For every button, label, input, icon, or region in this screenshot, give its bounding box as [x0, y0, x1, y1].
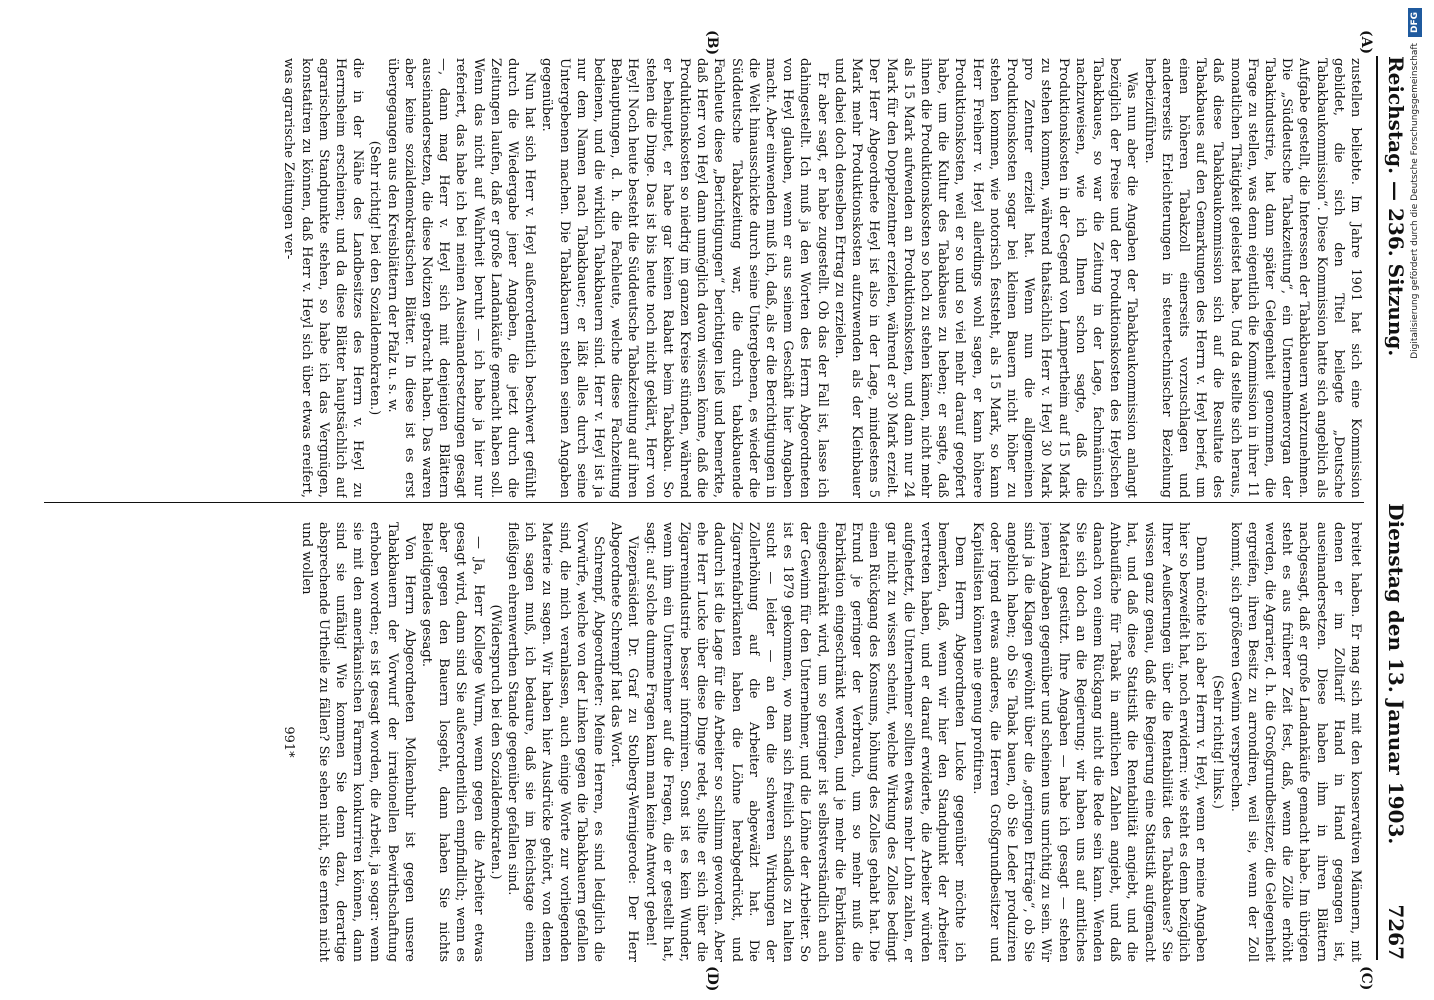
header-date: Dienstag den 13. Januar 1903. [1384, 503, 1408, 845]
margin-marker-a: (A) [1358, 30, 1374, 55]
paragraph: Dann möchte ich aber Herrn v. Heyl, wenn er meine Angaben hier so bezweifelt hat, noch erwidern: wie steht es denn bezüglich Ihrer Aeußerungen über die Rentabilität des Tabakbaues? Sie wissen ganz genau, daß die Regierung eine Statistik aufgemacht hat, und daß diese Statistik die Rentabilität angiebt, und die Anbaufläche für Tabak in amtlichen Zahlen angiebt, und daß danach von einem Rückgang nicht die Rede sein kann. Wenden Sie sich doch an die Regierung; wir haben uns auf amtliches Material gestützt. Ihre Angaben — habe ich gesagt — stehen jenen Angaben gegenüber und scheinen uns unrichtig zu sein. Wir sind ja die Klagen gewöhnt über die „geringen Erträge“, ob Sie angeblich haben; ob Sie Tabak bauen, ob Sie Leder produziren oder irgend etwas anderes, die Herren Großgrundbesitzer und Kapitalisten können nie genug profitiren. [969, 522, 1209, 962]
page-number: 7267 [1384, 904, 1408, 960]
paragraph: (Sehr richtig! bei den Sozialdemokraten.) [367, 140, 383, 416]
paragraph: die in der Nähe des Landbesitzes des Herrn v. Heyl zu Herrnsheim erscheinen; und da diese Blätter hauptsächlich auf agrarischem Standpunkte stehen, so habe ich das Vergnügen, konstatiren zu können, daß Herr v. Heyl sich über etwas ereifert, was agrarische Zeitungen ver- [281, 58, 366, 498]
paragraph: Von Herrn Abgeordneten Molkenbuhr ist gegen unsere Tabakbauern der Vorwurf der irrationellen Bewirthschaftung erhoben worden; es ist gesagt worden, die Arbeit, ja sogar: wenn sie mit den amerikanischen Farmern konkurriren können, dann sind sie unfähig! Wie kommen Sie denn dazu, derartige absprechende Urtheile zu fällen? Sie sehen nicht, Sie ernten nicht und wollen [298, 522, 417, 962]
margin-marker-d: (D) [704, 966, 720, 992]
paragraph: Vizepräsident Dr. Graf zu Stolberg-Wernigerode: Der Herr Abgeordnete Schrempf hat das Wort. [608, 522, 641, 962]
paragraph: zustellen beliebte. Im Jahre 1901 hat sich eine Kommission gebildet, die sich den Titel beilegte „Deutsche Tabakbaukommission“. Diese Kommission hatte sich angeblich als Aufgabe gestellt, die Interessen der Tabakbauern wahrzunehmen. Die „Süddeutsche Tabakzeitung“, ein Unternehmerorgan der Tabakindustrie, hat dann später Gelegenheit genommen, die Frage zu stellen, was denn eigentlich die Kommission in ihrer 11 monatlichen Thätigkeit geleistet habe. Und da stellte sich heraus, daß diese Tabakbaukommission sich auf die Resultate des Tabakbaues auf den Gemarkungen des Herrn v. Heyl berief, um einen höheren Tabakzoll einerseits vorzuschlagen und andererseits Erleichterungen in steuertechnischer Beziehung herbeizuführen. [1141, 58, 1363, 498]
paragraph: breitet haben. Er mag sich mit den konservativen Männern, mit denen er im Zolltarif Hand in Hand gegangen ist, auseinandersetzen. Diese haben ihm in ihren Blättern nachgesagt, daß er große Landankäufe gemacht habe. Im übrigen steht es aus früherer Zeit fest, daß, wenn die Zölle erhöht werden, die Agrarier, d. h. die Großgrundbesitzer, die Gelegenheit ergreifen, ihren Besitz zu arrondiren, weil sie, wenn der Zoll kommt, sich größeren Gewinn versprechen. [1227, 522, 1363, 962]
paragraph: Schrempf, Abgeordneter: Meine Herren, es sind lediglich die Vorwürfe, welche von der Linken gegen die Tabakbauern gefallen sind, die mich veranlassen, auch einige Worte zur vorliegenden Materie zu sagen. Wir haben hier Ausdrücke gehört, von denen ich sagen muß, ich bedaure, daß sie im Reichstage einem fleißigen ehrenwerthen Stande gegenüber gefallen sind. [505, 522, 607, 962]
paragraph: Er aber sagt, er habe zugestellt. Ob das der Fall ist, lasse ich dahingestellt. Ich muß ja den Worten des Herrn Abgeordneten von Heyl glauben, wenn er aus seinem Geschäft hier Angaben macht. Aber einwenden muß ich, daß, als er die Berichtigungen in die Welt hinausschickte durch seine Untergebenen, es wieder die Süddeutsche Tabakzeitung war, die durch tabakbauende Fachleute diese „Berichtigungen“ berichtigen ließ und bemerkte, daß Herr von Heyl dann unmöglich davon wissen könne, daß die Produktionskosten so niedrig im ganzen Kreise stünden, während er behauptet, er habe gar keinen Rabatt beim Tabakbau. So stehen die Dinge. Das ist bis heute noch nicht geklärt, Herr von Heyl! Noch heute besteht die Süddeutsche Tabakzeitung auf ihren Behauptungen, d. h. die Fachleute, welche diese Fachzeitung bedienen, und die wirklich Tabakbauern sind. Herr v. Heyl ist ja nur dem Namen nach Tabakbauer; er läßt alles durch seine Untergebenen machen. Die Tabakbauern stehen seinen Angaben gegenüber. [539, 58, 830, 498]
paragraph: Dem Herrn Abgeordneten Lucke gegenüber möchte ich bemerken, daß, wenn wir hier den Standpunkt der Arbeiter vertreten haben, und er darauf erwiderte, die Arbeiter würden aufgehetzt, die Unternehmer sollten etwas mehr Lohn zahlen, er gar nicht zu wissen scheint, welche Wirkung des Zolles bedingt einen Rückgang des Konsums, höhung des Zolles gehabt hat. Die Erund je geringer der Verbrauch, um so mehr muß die Fabrikation eingeschränkt werden, und je mehr die Fabrikation eingeschränkt wird, um so geringer ist selbstverständlich auch der Gewinn für den Unternehmer, und die Löhne der Arbeiter. So ist es 1879 gekommen, wo man sich freilich schadlos zu halten sucht — leider — an den die schweren Wirkungen der Zollerhöhung auf die Arbeiter abgewälzt hat. Die Zigarrenfabrikanten haben die Löhne herabgedrückt, und dadurch ist die Lage für die Arbeiter so schlimm geworden. Aber ehe Herr Lucke über diese Dinge redet, sollte er sich über die Zigarrenindustrie besser informiren. Sonst ist es kein Wunder, wenn ihm ein Unternehmer auf die Fragen, die er gestellt hat, sagt: auf solche dumme Fragen kann man keine Antwort geben! [642, 522, 968, 962]
paragraph: — Ja, Herr Kollege Wurm, wenn gegen die Arbeiter etwas gesagt wird, dann sind Sie außerordentlich empfindlich; wenn es aber gegen den Bauern losgeht, dann haben Sie nichts Beleidigendes gesagt. [419, 522, 486, 962]
column-divider [44, 502, 1364, 503]
margin-marker-b: (B) [704, 30, 720, 56]
credit-text: Digitalisierung gefördert durch die Deutsche Forschungsgemeinschaft [1410, 43, 1420, 359]
paragraph: (Widerspruch bei den Sozialdemokraten.) [487, 604, 503, 880]
header-left: Reichstag. — 236. Sitzung. [1384, 56, 1408, 357]
paragraph: 991* [281, 726, 297, 758]
paragraph: (Sehr richtig! links.) [1210, 675, 1226, 809]
left-column [34, 58, 1364, 498]
digitization-credit [1404, 8, 1426, 993]
margin-marker-c: (C) [1358, 966, 1374, 991]
paragraph: Was nun aber die Angaben der Tabakbaukommission anlangt bezüglich der Preise und der Produktionskosten des Heylschen Tabakbaues, so war die Zeitung in der Lage, fachmännisch nachzuweisen, wie ich Ihnen schon sagte, daß die Produktionskosten in der Gegend von Lampertheim auf 15 Mark zu stehen kommen, während thatsächlich Herr v. Heyl 30 Mark pro Zentner erzielt hat. Wenn nun die allgemeinen Produktionskosten sogar bei kleinen Bauern nicht höher zu stehen kommen, wie notorisch feststeht, als 15 Mark, so kann Herr Freiherr v. Heyl allerdings wohl sagen, er kann höhere Produktionskosten, weil er so und so viel mehr darauf geopfert habe, um die Kultur des Tabakbaues zu heben; er sagte, daß ihnen die Produktionskosten so hoch zu stehen kämen, nicht mehr als 15 Mark aufwenden an Produktionskosten, und dann nur 24 Mark für den Doppelzentner erzielen, während er 30 Mark erzielt. Der Herr Abgeordnete Heyl ist also in der Lage, mindestens 5 Mark mehr Produktionskosten aufzuwenden als der Kleinbauer und dabei doch denselben Ertrag zu erzielen. [831, 58, 1140, 498]
right-column [34, 522, 1364, 962]
dfg-logo: DFG [1408, 8, 1422, 37]
paragraph: Nun hat sich Herr v. Heyl außerordentlich beschwert gefühlt durch die Wiedergabe jener Angaben, die jetzt durch die Zeitungen laufen, daß er große Landankäufe gemacht haben soll. Wenn das nicht auf Wahrheit beruht — ich habe ja hier nur referiert, das habe ich bei meinen Auseinandersetzungen gesagt —, dann mag Herr v. Heyl sich mit denjenigen Blättern auseinandersetzen, die diese Notizen gebracht haben. Das waren aber keine sozialdemokratischen Blätter. In diese ist es erst übergegangen aus den Kreisblättern der Pfalz u. s. w. [384, 58, 538, 498]
